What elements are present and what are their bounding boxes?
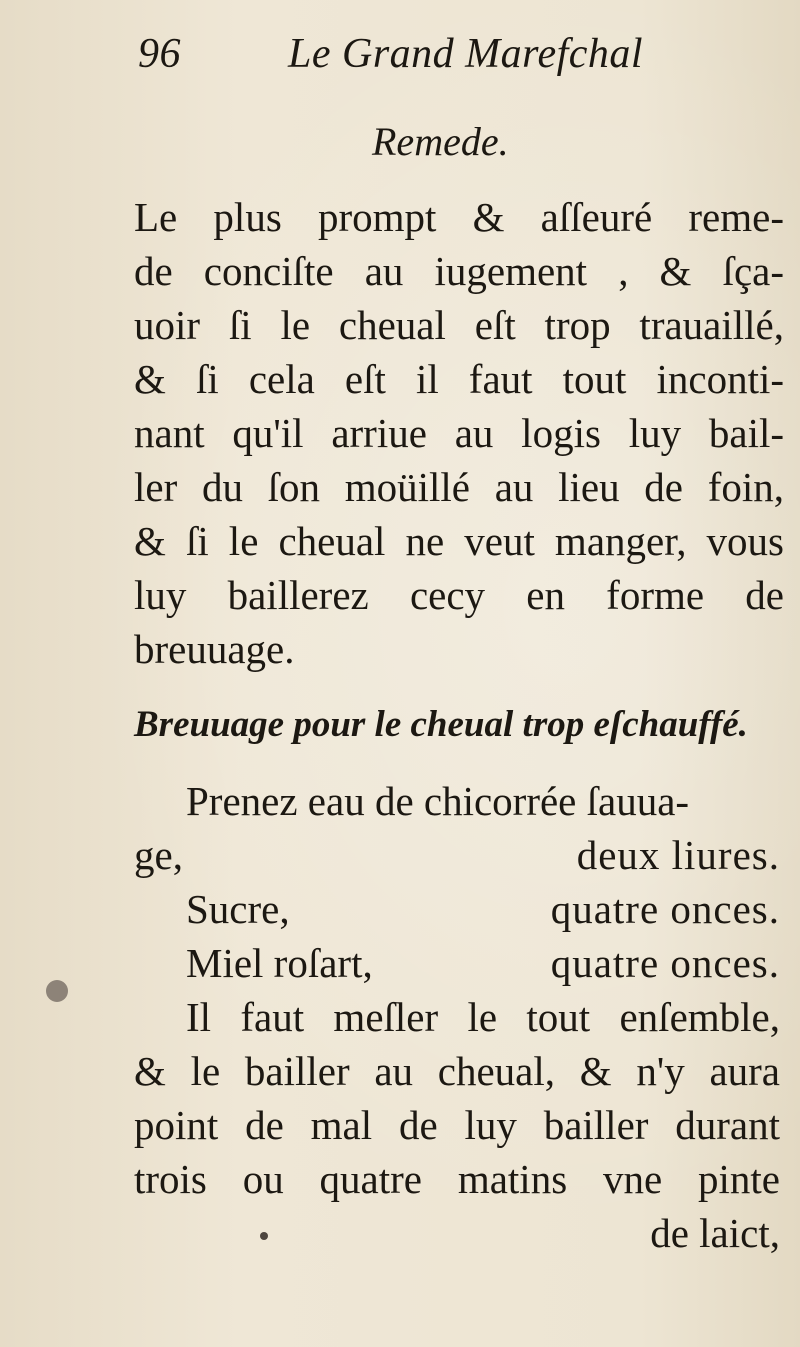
recipe-intro-text: Prenez eau de chicorrée ſauua-: [186, 778, 690, 824]
running-title: Le Grand Marefchal: [288, 31, 644, 77]
text-line: ler du ſon moüillé au lieu de foin,: [134, 464, 784, 510]
text-line: de conciſte au iugement , & ſça-: [134, 248, 784, 294]
recipe-list: [134, 774, 780, 990]
recipe-item: [134, 828, 780, 882]
text-line: nant qu'il arriue au logis luy bail-: [134, 410, 784, 456]
ink-dot: [260, 1232, 268, 1240]
paragraph-remede: [134, 190, 784, 676]
text-line: uoir ſi le cheual eſt trop trauaillé,: [134, 302, 784, 348]
ingredient-amount: deux liures.: [576, 832, 780, 878]
text-line: luy baillerez cecy en forme de: [134, 572, 784, 618]
ingredient-name: Sucre,: [186, 886, 290, 932]
ingredient-name: ge,: [134, 832, 183, 878]
page-header: [138, 30, 643, 78]
text-line: & ſi cela eſt il faut tout inconti-: [134, 356, 784, 402]
text-line: trois ou quatre matins vne pinte: [134, 1156, 780, 1202]
text-line: & ſi le cheual ne veut manger, vous: [134, 518, 784, 564]
recipe-item: [134, 882, 780, 936]
ingredient-amount: quatre onces.: [550, 886, 780, 932]
section-title: Remede.: [372, 119, 509, 164]
paragraph-instructions: [134, 990, 780, 1260]
catchline: de laict,: [650, 1210, 780, 1256]
ingredient-name: Miel roſart,: [186, 940, 373, 986]
ingredient-amount: quatre onces.: [550, 940, 780, 986]
ink-stain: [46, 980, 68, 1002]
recipe-heading: Breuuage pour le cheual trop eſchauffé.: [134, 704, 748, 745]
text-line: point de mal de luy bailler durant: [134, 1102, 780, 1148]
text-line: Il faut meſler le tout enſemble,: [186, 994, 780, 1040]
recipe-intro-line: [134, 774, 780, 828]
page-number: 96: [138, 31, 181, 77]
text-line: & le bailler au cheual, & n'y aura: [134, 1048, 780, 1094]
text-line: breuuage.: [134, 626, 295, 672]
recipe-item: [134, 936, 780, 990]
text-line: Le plus prompt & aſſeuré reme-: [134, 194, 784, 240]
